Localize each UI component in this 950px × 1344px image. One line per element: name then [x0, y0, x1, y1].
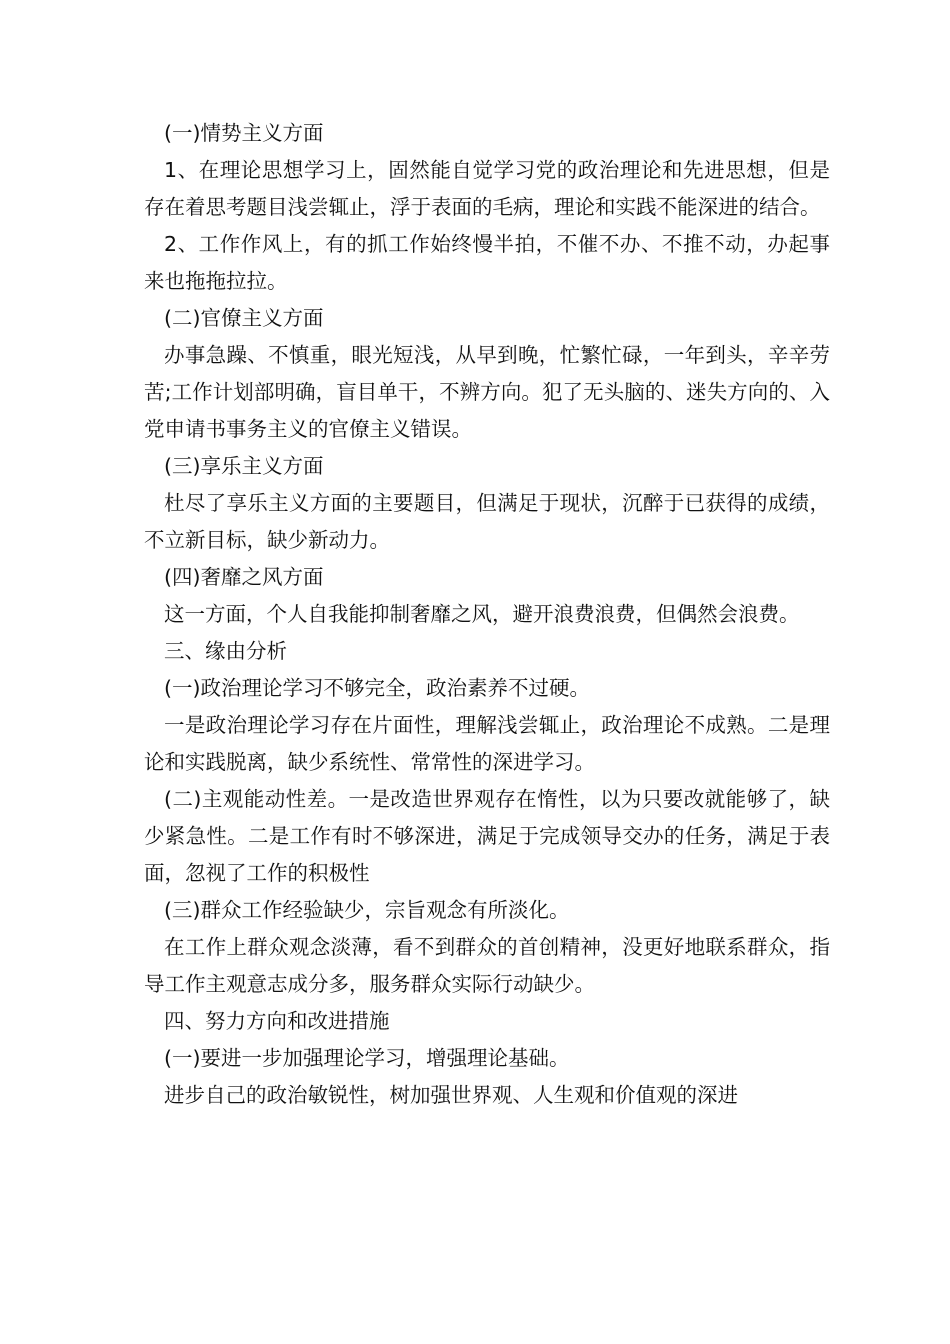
- paragraph-mass-work: 在工作上群众观念淡薄，看不到群众的首创精神，没更好地联系群众，指导工作主观意志成分多，服务群众实际行动缺少。: [144, 935, 830, 996]
- subheading-political-theory: (一)政治理论学习不够完全，政治素养不过硬。: [164, 676, 590, 700]
- subheading-strengthen-theory: (一)要进一步加强理论学习，增强理论基础。: [164, 1046, 570, 1070]
- paragraph-work-style: 2、工作作风上，有的抓工作始终慢半拍，不催不办、不推不动，办起事来也拖拖拉拉。: [144, 232, 830, 293]
- heading-hedonism: (三)享乐主义方面: [164, 454, 324, 478]
- paragraph-initiative: (二)主观能动性差。一是改造世界观存在惰性，以为只要改就能够了，缺少紧急性。二是工作有时不够深进，满足于完成领导交办的任务，满足于表面，忽视了工作的积极性: [144, 787, 830, 885]
- paragraph-strengthen-theory: 进步自己的政治敏锐性，树加强世界观、人生观和价值观的深进: [164, 1083, 738, 1107]
- paragraph-political-theory: 一是政治理论学习存在片面性，理解浅尝辄止，政治理论不成熟。二是理论和实践脱离，缺少系统性、常常性的深进学习。: [144, 713, 830, 774]
- document-body: [144, 115, 830, 1114]
- paragraph-theory-study: 1、在理论思想学习上，固然能自觉学习党的政治理论和先进思想，但是存在着思考题目浅尝辄止，浮于表面的毛病，理论和实践不能深进的结合。: [144, 158, 830, 219]
- heading-improvement: 四、努力方向和改进措施: [164, 1009, 390, 1033]
- paragraph-extravagance: 这一方面，个人自我能抑制奢靡之风，避开浪费浪费，但偶然会浪费。: [164, 602, 800, 626]
- paragraph-bureaucratism: 办事急躁、不慎重，眼光短浅，从早到晚，忙繁忙碌，一年到头，辛辛劳苦;工作计划部明确，盲目单干，不辨方向。犯了无头脑的、迷失方向的、入党申请书事务主义的官僚主义错误。: [144, 343, 830, 441]
- heading-cause-analysis: 三、缘由分析: [164, 639, 287, 663]
- subheading-mass-work: (三)群众工作经验缺少，宗旨观念有所淡化。: [164, 898, 570, 922]
- heading-bureaucratism: (二)官僚主义方面: [164, 306, 324, 330]
- heading-extravagance: (四)奢靡之风方面: [164, 565, 324, 589]
- heading-formalism: (一)情势主义方面: [164, 121, 324, 145]
- paragraph-hedonism: 杜尽了享乐主义方面的主要题目，但满足于现状，沉醉于已获得的成绩，不立新目标，缺少新动力。: [144, 491, 830, 552]
